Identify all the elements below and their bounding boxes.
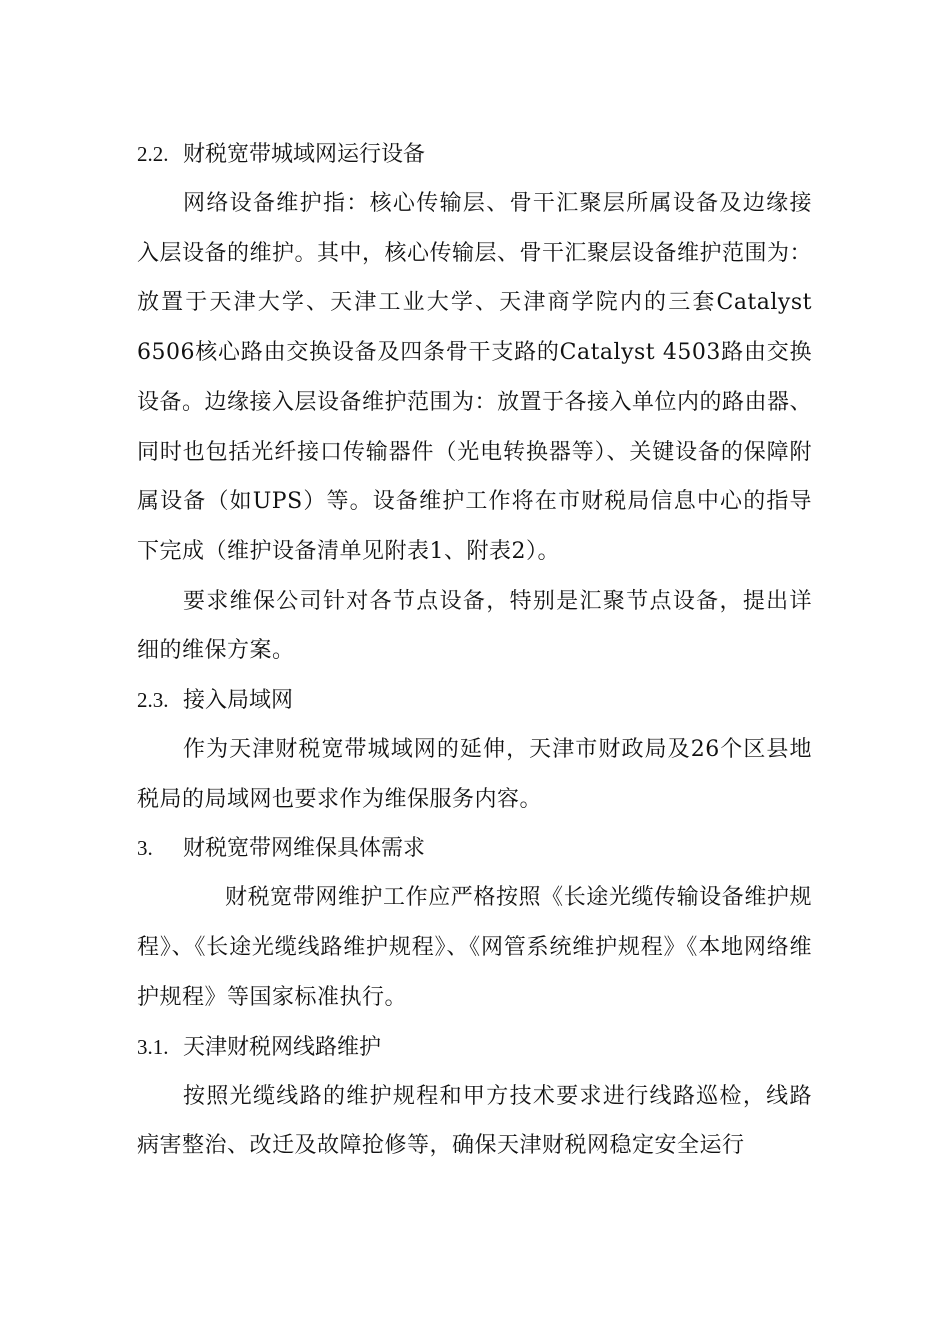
section-number: 3.1. — [137, 1034, 169, 1059]
section-number: 2.2. — [137, 142, 169, 166]
section-heading-3 — [137, 824, 812, 873]
document-body — [137, 130, 812, 1171]
section-heading-2-3 — [137, 676, 812, 725]
paragraph-line-maintenance: 按照光缆线路的维护规程和甲方技术要求进行线路巡检，线路病害整治、改迁及故障抢修等，确保天津财税网稳定安全运行 — [137, 1083, 812, 1159]
section-number: 3. — [137, 836, 153, 861]
paragraph-maintenance-plan: 要求维保公司针对各节点设备，特别是汇聚节点设备，提出详细的维保方案。 — [137, 588, 812, 664]
paragraph-lan-access: 作为天津财税宽带城域网的延伸，天津市财政局及26个区县地税局的局域网也要求作为维保服务内容。 — [137, 737, 812, 812]
section-title: 接入局域网 — [183, 688, 294, 714]
section-title: 天津财税网线路维护 — [183, 1034, 382, 1060]
section-title: 财税宽带城域网运行设备 — [183, 142, 426, 167]
paragraph-standards: 财税宽带网维护工作应严格按照《长途光缆传输设备维护规程》、《长途光缆线路维护规程》、《网管系统维护规程》《本地网络维护规程》等国家标准执行。 — [137, 885, 812, 1010]
paragraph-network-equipment: 网络设备维护指：核心传输层、骨干汇聚层所属设备及边缘接入层设备的维护。其中，核心传输层、骨干汇聚层设备维护范围为：放置于天津大学、天津工业大学、天津商学院内的三套Catalyst 6506核心路由交换设备及四条骨干支路的Catalyst 4503路由交换设备。边缘接入层设备维护范围为：放置于各接入单位内的路由器、同时也包括光纤接口传输器件（光电转换器等）、关键设备的保障附属设备（如UPS）等。设备维护工作将在市财税局信息中心的指导下完成（维护设备清单见附表1、附表2）。 — [137, 191, 813, 564]
section-number: 2.3. — [137, 688, 169, 713]
section-heading-2-2 — [137, 130, 812, 179]
section-heading-3-1 — [137, 1023, 812, 1072]
section-title: 财税宽带网维保具体需求 — [183, 836, 426, 862]
